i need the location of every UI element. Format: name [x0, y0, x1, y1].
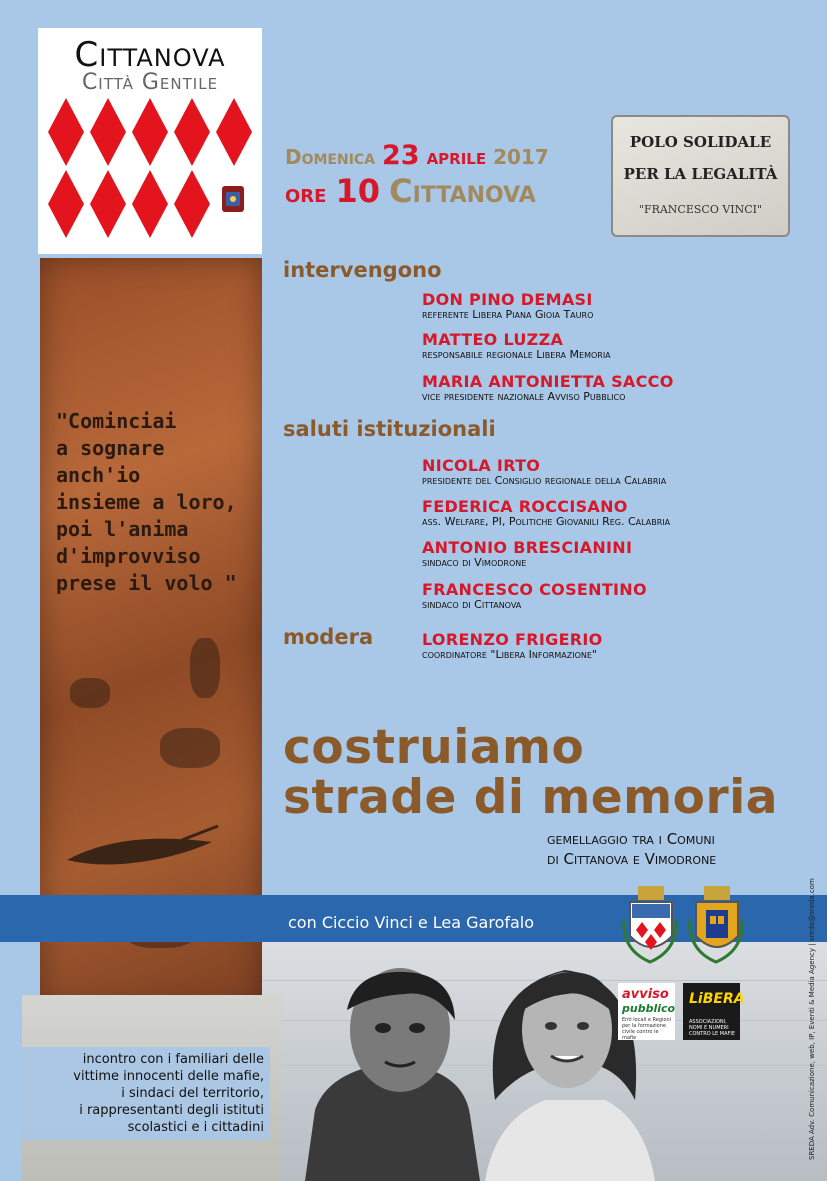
portrait-ciccio-vinci — [305, 968, 480, 1181]
speaker-name: FEDERICA ROCCISANO — [422, 497, 628, 516]
incontro-line: i sindaci del territorio, — [121, 1086, 264, 1101]
diamond-pattern-icon — [46, 98, 254, 248]
memorial-quote — [56, 408, 256, 597]
speaker-name: MATTEO LUZZA — [422, 330, 564, 349]
speaker-role: referente Libera Piana Gioia Tauro — [422, 308, 594, 321]
quote-line: anch'io — [56, 463, 141, 487]
speaker-name: DON PINO DEMASI — [422, 290, 593, 309]
date-year: 2017 — [493, 145, 549, 169]
feather-icon — [62, 820, 222, 880]
speaker-name: MARIA ANTONIETTA SACCO — [422, 372, 674, 391]
event-time — [285, 172, 536, 210]
speaker-name: NICOLA IRTO — [422, 456, 541, 475]
vimodrone-crest-icon — [688, 880, 746, 966]
speaker-name: ANTONIO BRESCIANINI — [422, 538, 633, 557]
time-number: 10 — [335, 172, 381, 210]
avviso-logo-tagline: Enti locali e Regioni per la formazione civile contro le mafie — [622, 1017, 672, 1041]
avviso-logo-text: avviso — [622, 987, 669, 1002]
quote-line: insieme a loro, — [56, 490, 237, 514]
quote-line: poi l'anima — [56, 517, 189, 541]
section-intervengono: intervengono — [283, 258, 442, 282]
speaker-role: presidente del Consiglio regionale della Calabria — [422, 474, 667, 487]
quote-line: "Cominciai — [56, 409, 177, 433]
polo-solidale-plaque — [611, 115, 790, 237]
date-month: aprile — [426, 145, 487, 170]
speaker-role: sindaco di Cittanova — [422, 598, 522, 611]
plaque-line: "FRANCESCO VINCI" — [638, 203, 763, 216]
date-number: 23 — [382, 140, 420, 171]
libera-logo-text: LiBERA — [689, 991, 745, 1007]
incontro-text-box — [14, 1047, 270, 1140]
avviso-pubblico-logo — [618, 983, 675, 1040]
incontro-line: scolastici e i cittadini — [127, 1120, 264, 1135]
speaker-role: ass. Welfare, PI, Politiche Giovanili Reg. Calabria — [422, 515, 671, 528]
event-date — [285, 140, 549, 171]
speaker-role: responsabile regionale Libera Memoria — [422, 348, 611, 361]
main-title-line2: strade di memoria — [283, 770, 778, 825]
plaque-line: PER LA LEGALITÀ — [623, 165, 778, 183]
avviso-logo-text: pubblico — [622, 1002, 676, 1015]
speaker-name: LORENZO FRIGERIO — [422, 630, 603, 649]
incontro-line: vittime innocenti delle mafie, — [73, 1069, 264, 1084]
time-label: ore — [285, 179, 327, 209]
speaker-role: coordinatore "Libera Informazione" — [422, 648, 597, 661]
quote-line: d'improvviso — [56, 544, 201, 568]
date-day: Domenica — [285, 145, 376, 169]
portraits-ciccio-lea — [255, 950, 675, 1181]
gemellaggio-line1: gemellaggio tra i Comuni — [547, 830, 715, 848]
section-modera: modera — [283, 625, 374, 649]
incontro-line: i rappresentanti degli istituti — [79, 1103, 264, 1118]
event-city: Cittanova — [389, 172, 536, 210]
main-title-line1: costruiamo — [283, 720, 585, 775]
logo-subtitle: Città Gentile — [81, 70, 219, 95]
cittanova-logo — [38, 28, 262, 254]
speaker-role: vice presidente nazionale Avviso Pubblico — [422, 390, 626, 403]
plaque-line: POLO SOLIDALE — [629, 133, 772, 151]
gemellaggio-line2: di Cittanova e Vimodrone — [547, 850, 717, 868]
quote-line: a sognare — [56, 436, 165, 460]
section-saluti: saluti istituzionali — [283, 417, 496, 441]
quote-line: prese il volo " — [56, 571, 237, 595]
agency-credit: SREDA Adv. Comunicazione, web, IP, Eventi & Media Agency | sreda@sreda.com — [808, 878, 816, 1160]
town-crest-icon — [222, 186, 244, 212]
band-text: con Ciccio Vinci e Lea Garofalo — [288, 913, 535, 932]
speaker-name: FRANCESCO COSENTINO — [422, 580, 647, 599]
speaker-role: sindaco di Vimodrone — [422, 556, 527, 569]
libera-logo — [683, 983, 745, 1040]
libera-logo-tagline: ASSOCIAZIONI, NOMI E NUMERI CONTRO LE MAFIE — [689, 1019, 735, 1037]
incontro-line: incontro con i familiari delle — [82, 1052, 264, 1067]
logo-title: Cittanova — [74, 35, 226, 75]
